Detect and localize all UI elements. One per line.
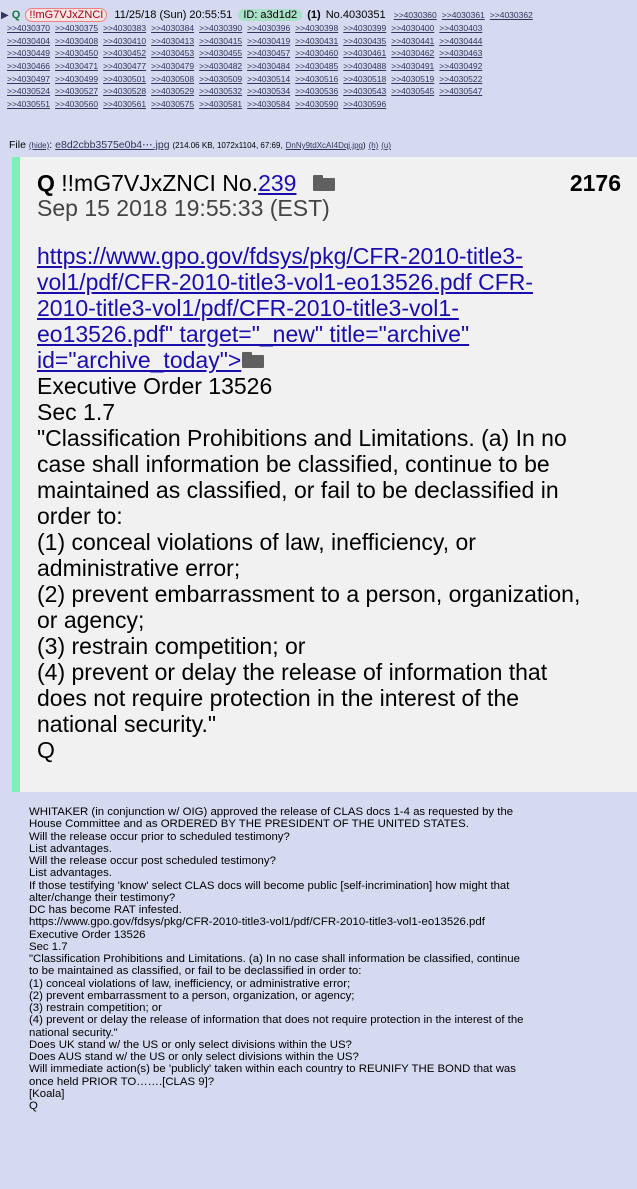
post-line: (2) prevent embarrassment to a person, organization, or agency; [29, 989, 355, 1002]
post-line: Does AUS stand w/ the US or only select divisions within the US? [29, 1051, 359, 1063]
reply-link[interactable]: >>4030522 [439, 73, 483, 84]
reply-link[interactable]: >>4030390 [199, 23, 243, 33]
post-line: (3) restrain competition; or [29, 1002, 162, 1014]
image-text-line: order to: [37, 503, 123, 529]
reply-link[interactable]: >>4030444 [439, 35, 483, 46]
post-number[interactable]: No.4030351 [325, 9, 386, 21]
reply-link[interactable]: >>4030450 [55, 48, 99, 59]
reply-link[interactable]: >>4030534 [247, 86, 291, 97]
reply-link[interactable]: >>4030497 [7, 73, 51, 84]
reply-link[interactable]: >>4030408 [55, 35, 99, 46]
reply-link[interactable]: >>4030435 [343, 35, 387, 46]
post-line: (1) conceal violations of law, inefficiency, or administrative error; [29, 977, 351, 990]
reply-link[interactable]: >>4030403 [439, 23, 483, 33]
post-line: "Classification Prohibitions and Limitations. (a) In no case shall information be classified, continue [29, 953, 520, 965]
reply-link[interactable]: >>4030455 [199, 48, 243, 59]
image-text-line: administrative error; [37, 555, 241, 581]
reply-link[interactable]: >>4030551 [7, 99, 51, 110]
reply-link[interactable]: >>4030596 [343, 99, 387, 110]
post-menu-arrow-icon[interactable]: ▶ [1, 10, 9, 21]
reply-link[interactable]: >>4030400 [391, 23, 435, 33]
post-line: List advantages. [29, 867, 112, 880]
reply-link-row [7, 35, 637, 48]
reply-link[interactable]: >>4030492 [439, 61, 483, 72]
reply-link[interactable]: >>4030488 [343, 61, 387, 72]
reply-link[interactable]: >>4030419 [247, 35, 291, 46]
original-filename-link[interactable]: DnNy9tdXcAI4Dqj.jpg [285, 141, 363, 150]
image-post-body [37, 243, 635, 763]
post-image[interactable] [12, 157, 637, 792]
poster-name: Q [11, 9, 21, 21]
reply-link[interactable]: >>4030375 [55, 23, 99, 33]
image-post-trip: !!mG7VJxZNCI [61, 170, 216, 196]
post-line: https://www.gpo.gov/fdsys/pkg/CFR-2010-title3-vol1/pdf/CFR-2010-title3-vol1-eo13526.pdf [29, 916, 485, 929]
image-post-no-label: No. [222, 170, 259, 196]
image-post-name: Q [37, 170, 55, 196]
reply-link[interactable]: >>4030449 [7, 48, 51, 59]
reply-link[interactable]: >>4030543 [343, 86, 387, 97]
post-line: Does UK stand w/ the US or only select divisions within the US? [29, 1038, 352, 1051]
post-line: WHITAKER (in conjunction w/ OIG) approved the release of CLAS docs 1-4 as requested by the [29, 806, 514, 818]
folder-icon [313, 178, 335, 191]
reply-link[interactable]: >>4030545 [391, 86, 435, 97]
file-info: File (hide): e8d2cbb3575e0b4⋯.jpg (214.06 KB, 1072x1104, 67:69, DnNy9tdXcAI4Dqj.jpg) (h) (u) [9, 139, 392, 151]
folder-icon [242, 355, 264, 368]
reply-link[interactable]: >>4030384 [151, 23, 195, 33]
post-body [29, 806, 629, 1112]
image-text-line: case shall information be classified, continue to be [37, 451, 550, 477]
image-text-line: (3) restrain competition; or [37, 633, 306, 659]
reply-link[interactable]: >>4030485 [295, 61, 339, 72]
reply-link[interactable]: >>4030396 [247, 23, 291, 33]
tripcode: !!mG7VJxZNCI [25, 8, 107, 22]
reply-links [7, 22, 637, 111]
reply-link[interactable]: >>4030471 [55, 61, 99, 72]
post-line: List advantages. [29, 842, 112, 855]
file-label: File [9, 139, 26, 151]
post-line: Will the release occur prior to scheduled testimony? [29, 830, 290, 843]
post-line: once held PRIOR TO…….[CLAS 9]? [29, 1075, 215, 1088]
reply-link[interactable]: >>4030398 [295, 23, 339, 33]
reply-link-row [7, 73, 637, 86]
post-line: alter/change their testimony? [29, 891, 176, 904]
reply-link[interactable]: >>4030547 [439, 86, 483, 97]
post-line: Q [29, 1100, 38, 1112]
post-line: Will immediate action(s) be 'publicly' taken within each country to REUNIFY THE BOND that was [29, 1063, 516, 1076]
reply-link[interactable]: >>4030499 [55, 73, 99, 84]
post-line: [Koala] [29, 1087, 65, 1100]
reply-link[interactable]: >>4030575 [151, 99, 195, 110]
post-line: DC has become RAT infested. [29, 904, 182, 916]
image-post-date: Sep 15 2018 19:55:33 (EST) [37, 195, 330, 221]
reply-link[interactable]: >>4030453 [151, 48, 195, 59]
reply-link[interactable]: >>4030528 [103, 86, 147, 97]
reply-link[interactable]: >>4030413 [151, 35, 195, 46]
reply-link[interactable]: >>4030508 [151, 73, 195, 84]
reply-link[interactable]: >>4030383 [103, 23, 147, 33]
image-text-line: national security." [37, 711, 217, 737]
reply-link-row [7, 47, 637, 60]
post-line: House Committee and as ORDERED BY THE PRESIDENT OF THE UNITED STATES. [29, 818, 469, 831]
post-datetime: 11/25/18 (Sun) 20:55:51 [114, 9, 233, 21]
reply-link[interactable]: >>4030463 [439, 48, 483, 59]
image-link-line: id="archive_today"> [37, 347, 242, 373]
image-link-line: 2010-title3-vol1/pdf/CFR-2010-title3-vol1- [37, 295, 459, 321]
reply-link-row [7, 85, 637, 98]
reply-link[interactable]: >>4030561 [103, 99, 147, 110]
quote-bar [12, 157, 20, 792]
reply-link[interactable]: >>4030519 [391, 73, 435, 84]
reply-link[interactable]: >>4030362 [489, 10, 533, 20]
reply-link[interactable]: >>4030532 [199, 86, 243, 97]
reply-link[interactable]: >>4030516 [295, 73, 339, 84]
file-link[interactable]: e8d2cbb3575e0b4⋯.jpg [55, 139, 170, 151]
image-link-line: vol1/pdf/CFR-2010-title3-vol1-eo13526.pdf CFR- [37, 269, 534, 295]
reply-link-row [7, 60, 637, 73]
reply-link[interactable]: >>4030479 [151, 61, 195, 72]
image-link-line: https://www.gpo.gov/fdsys/pkg/CFR-2010-title3- [37, 243, 523, 269]
hide-file-link[interactable]: (hide) [28, 141, 50, 150]
reply-link[interactable]: >>4030560 [55, 99, 99, 110]
h-link[interactable]: (h) [368, 141, 379, 150]
reply-link[interactable]: >>4030514 [247, 73, 291, 84]
reply-link-row [7, 22, 637, 35]
reply-link[interactable]: >>4030466 [7, 61, 51, 72]
reply-link[interactable]: >>4030584 [247, 99, 291, 110]
reply-link[interactable]: >>4030461 [343, 48, 387, 59]
image-text-line: does not require protection in the interest of the [37, 685, 520, 711]
reply-link[interactable]: >>4030590 [295, 99, 339, 110]
post-line: (4) prevent or delay the release of information that does not require protection in the interest of the [29, 1014, 524, 1027]
reply-link[interactable]: >>4030482 [199, 61, 243, 72]
u-link[interactable]: (u) [381, 141, 392, 150]
reply-link[interactable]: >>4030527 [55, 86, 99, 97]
reply-link[interactable]: >>4030529 [151, 86, 195, 97]
post-line: Will the release occur post scheduled testimony? [29, 855, 276, 867]
image-text-line: Q [37, 737, 55, 763]
reply-link-row [7, 98, 637, 111]
reply-link[interactable]: >>4030410 [103, 35, 147, 46]
reply-link[interactable]: >>4030518 [343, 73, 387, 84]
image-text-line: maintained as classified, or fail to be declassified in [37, 477, 559, 503]
post-line: national security." [29, 1026, 118, 1039]
id-post-count: (1) [307, 9, 321, 21]
reply-link[interactable]: >>4030462 [391, 48, 435, 59]
reply-link[interactable]: >>4030501 [103, 73, 147, 84]
post-header [0, 8, 637, 23]
reply-link[interactable]: >>4030581 [199, 99, 243, 110]
reply-link[interactable]: >>4030491 [391, 61, 435, 72]
reply-link[interactable]: >>4030457 [247, 48, 291, 59]
reply-link[interactable]: >>4030441 [391, 35, 435, 46]
reply-link[interactable]: >>4030399 [343, 23, 387, 33]
post-line: If those testifying 'know' select CLAS docs will become public [self-incrimination] how might that [29, 879, 510, 892]
image-post-count: 2176 [569, 170, 621, 196]
image-link-line: eo13526.pdf" target="_new" title="archive" [37, 321, 470, 347]
reply-link[interactable]: >>4030509 [199, 73, 243, 84]
reply-link[interactable]: >>4030415 [199, 35, 243, 46]
reply-link[interactable]: >>4030361 [441, 10, 485, 20]
reply-link[interactable]: >>4030370 [7, 23, 51, 33]
file-meta-end: ) [362, 141, 366, 150]
image-text-line: Executive Order 13526 [37, 373, 273, 399]
image-text-line: or agency; [37, 607, 145, 633]
image-post-number: 239 [258, 170, 297, 196]
reply-link[interactable]: >>4030404 [7, 35, 51, 46]
reply-link[interactable]: >>4030460 [295, 48, 339, 59]
reply-link[interactable]: >>4030431 [295, 35, 339, 46]
image-text-line: Sec 1.7 [37, 399, 115, 425]
image-text-line: (4) prevent or delay the release of information that [37, 659, 548, 685]
reply-link[interactable]: >>4030452 [103, 48, 147, 59]
image-text-line: (2) prevent embarrassment to a person, organization, [37, 581, 581, 607]
reply-link[interactable]: >>4030524 [7, 86, 51, 97]
image-text-line: "Classification Prohibitions and Limitations. (a) In no [37, 425, 567, 451]
image-text-line: (1) conceal violations of law, inefficiency, or [37, 529, 476, 555]
poster-id[interactable]: ID: a3d1d2 [238, 9, 302, 21]
reply-link[interactable]: >>4030360 [393, 10, 437, 20]
image-content [37, 170, 635, 763]
post-line: to be maintained as classified, or fail to be declassified in order to: [29, 965, 362, 978]
post-line: Sec 1.7 [29, 940, 68, 953]
reply-link[interactable]: >>4030536 [295, 86, 339, 97]
reply-link[interactable]: >>4030477 [103, 61, 147, 72]
file-meta: (214.06 KB, 1072x1104, 67:69, [172, 141, 283, 150]
reply-link[interactable]: >>4030484 [247, 61, 291, 72]
post-line: Executive Order 13526 [29, 928, 146, 941]
image-post-header [37, 170, 635, 196]
